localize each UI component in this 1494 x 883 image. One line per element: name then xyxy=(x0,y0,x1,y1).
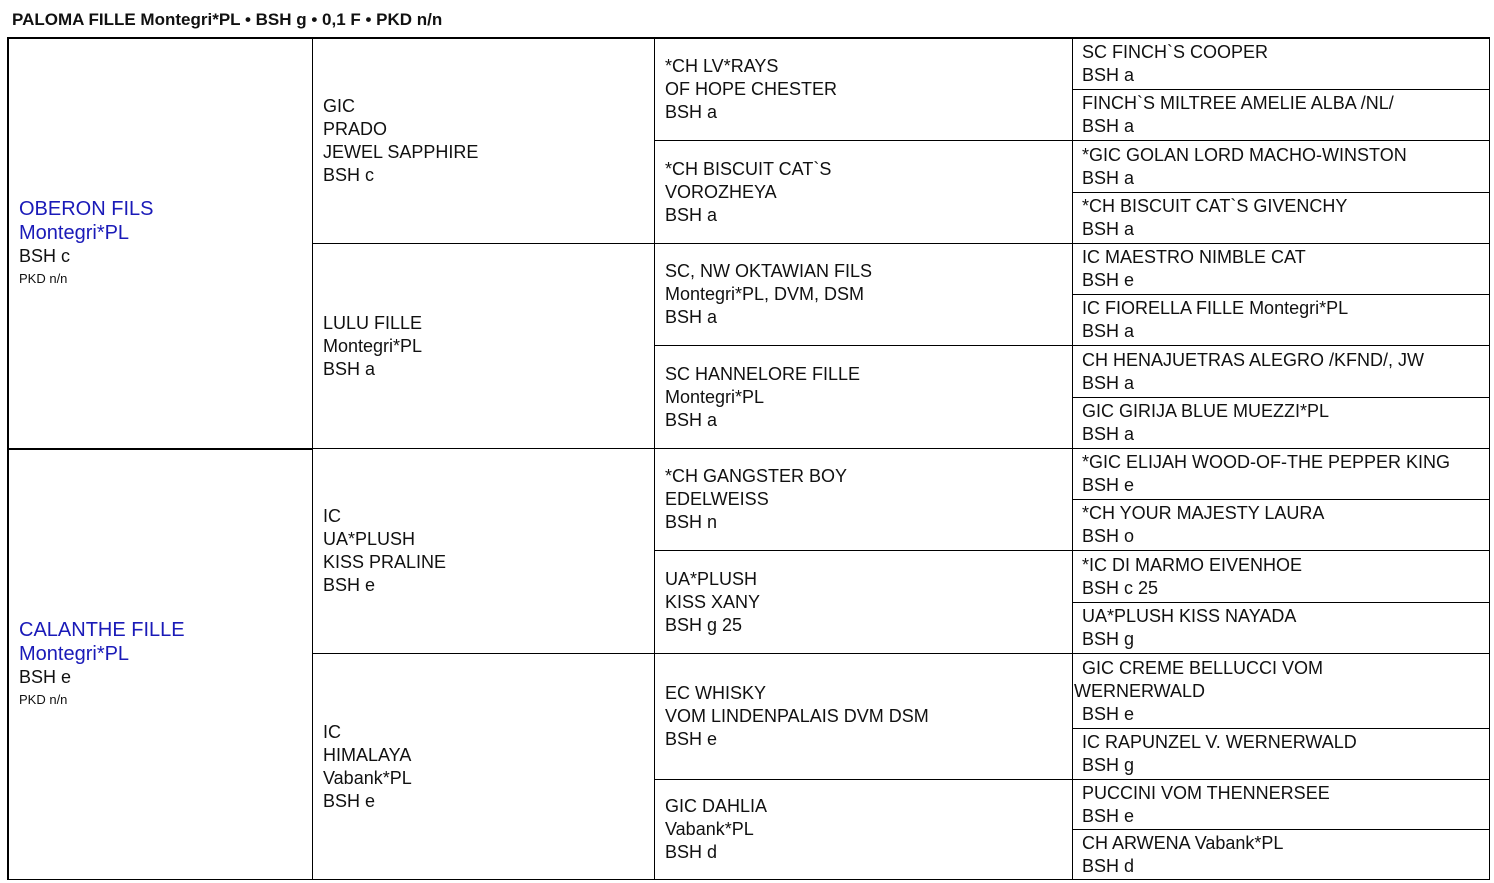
ancestor-line: BSH a xyxy=(1082,372,1135,393)
ancestor-line: GIC DAHLIA xyxy=(665,796,768,816)
ancestor-line: BSH a xyxy=(1082,116,1135,136)
ancestor-line: UA*PLUSH xyxy=(323,529,416,549)
ancestor-line: BSH a xyxy=(1082,219,1135,239)
gen3-cell xyxy=(654,38,1073,141)
ancestor-line: PRADO xyxy=(323,119,388,139)
ancestor-line: JEWEL SAPPHIRE xyxy=(323,142,479,162)
gen4-cell xyxy=(1072,728,1490,780)
ancestor-line: BSH d xyxy=(1082,855,1135,876)
ancestor-line: FINCH`S MILTREE AMELIE ALBA /NL/ xyxy=(1082,93,1394,113)
gen4-cell xyxy=(1072,829,1490,880)
gen4-cell xyxy=(1072,550,1490,603)
ancestor-line: KISS PRALINE xyxy=(323,552,447,572)
ancestor-line: EDELWEISS xyxy=(665,489,769,509)
ancestor-line: VOROZHEYA xyxy=(665,181,777,202)
ancestor-line: *CH YOUR MAJESTY LAURA xyxy=(1082,503,1325,523)
gen3-cell xyxy=(654,653,1073,780)
sire-name[interactable]: OBERON FILS xyxy=(19,198,154,220)
ancestor-line: SC HANNELORE FILLE xyxy=(665,363,861,384)
ancestor-line: IC xyxy=(323,506,341,526)
ancestor-line: BSH a xyxy=(665,204,718,225)
ancestor-line: BSH o xyxy=(1082,526,1135,546)
ancestor-line: Montegri*PL xyxy=(665,386,765,407)
dam-cell xyxy=(8,449,313,880)
gen4-cell xyxy=(1072,397,1490,449)
ancestor-line: BSH e xyxy=(1082,703,1135,724)
ancestor-line: *CH BISCUIT CAT`S GIVENCHY xyxy=(1082,196,1348,216)
ancestor-line: BSH c 25 xyxy=(1082,577,1159,598)
ancestor-line: SC, NW OKTAWIAN FILS xyxy=(665,261,873,281)
dam-name[interactable]: CALANTHE FILLE xyxy=(19,619,185,641)
pedigree-table xyxy=(7,37,1490,880)
ancestor-line: Vabank*PL xyxy=(323,767,412,788)
ancestor-line: BSH a xyxy=(1082,321,1135,341)
ancestor-line: IC RAPUNZEL V. WERNERWALD xyxy=(1082,732,1357,752)
gen4-cell xyxy=(1072,653,1490,729)
ancestor-line: BSH e xyxy=(323,790,376,811)
ancestor-line: Montegri*PL, DVM, DSM xyxy=(665,284,865,304)
ancestor-line: BSH a xyxy=(1082,167,1135,188)
ancestor-line: BSH e xyxy=(1082,475,1135,495)
ancestor-line: GIC CREME BELLUCCI VOM xyxy=(1082,657,1324,678)
gen3-cell xyxy=(654,550,1073,654)
gen2-cell xyxy=(312,653,655,880)
ancestor-line: *GIC GOLAN LORD MACHO-WINSTON xyxy=(1082,144,1407,165)
ancestor-line: UA*PLUSH KISS NAYADA xyxy=(1082,606,1297,626)
gen4-cell xyxy=(1072,294,1490,346)
ancestor-line: *IC DI MARMO EIVENHOE xyxy=(1082,554,1303,575)
ancestor-line: BSH g xyxy=(1082,755,1135,775)
ancestor-line: BSH g xyxy=(1082,629,1135,649)
gen4-cell xyxy=(1072,499,1490,551)
ancestor-line: GIC xyxy=(323,96,356,116)
ancestor-line: *CH GANGSTER BOY xyxy=(665,466,848,486)
gen4-cell xyxy=(1072,602,1490,654)
ancestor-line: GIC GIRIJA BLUE MUEZZI*PL xyxy=(1082,401,1330,421)
ancestor-line: SC FINCH`S COOPER xyxy=(1082,42,1269,62)
ancestor-line: BSH g 25 xyxy=(665,614,743,635)
ancestor-line: WERNERWALD xyxy=(1074,680,1206,701)
gen2-cell xyxy=(312,243,655,449)
gen4-cell xyxy=(1072,38,1490,90)
gen4-cell xyxy=(1072,448,1490,500)
ancestor-line: BSH a xyxy=(1082,65,1135,85)
ancestor-line: *CH LV*RAYS xyxy=(665,56,779,76)
sire-note: PKD n/n xyxy=(19,271,68,286)
ancestor-line: BSH e xyxy=(665,729,718,749)
ancestor-line: CH HENAJUETRAS ALEGRO /KFND/, JW xyxy=(1082,349,1425,370)
gen4-cell xyxy=(1072,192,1490,244)
ancestor-line: BSH c xyxy=(323,165,375,185)
page-title: PALOMA FILLE Montegri*PL • BSH g • 0,1 F • PKD n/n xyxy=(12,10,443,29)
ancestor-line: BSH e xyxy=(1082,270,1135,290)
ancestor-line: *CH BISCUIT CAT`S xyxy=(665,158,832,179)
gen4-cell xyxy=(1072,345,1490,398)
ancestor-line: IC MAESTRO NIMBLE CAT xyxy=(1082,247,1306,267)
ancestor-line: BSH a xyxy=(665,307,718,327)
gen3-cell xyxy=(654,140,1073,244)
gen4-cell xyxy=(1072,140,1490,193)
ancestor-line: EC WHISKY xyxy=(665,683,767,703)
ancestor-line: CH ARWENA Vabank*PL xyxy=(1082,832,1284,853)
sire-cattery[interactable]: Montegri*PL xyxy=(19,222,130,244)
ancestor-line: BSH d xyxy=(665,842,718,862)
gen3-cell xyxy=(654,243,1073,346)
ancestor-line: VOM LINDENPALAIS DVM DSM xyxy=(665,706,929,726)
gen3-cell xyxy=(654,345,1073,449)
ancestor-line: BSH a xyxy=(1082,424,1135,444)
ancestor-line: PUCCINI VOM THENNERSEE xyxy=(1082,782,1330,803)
ancestor-line: Montegri*PL xyxy=(323,335,423,356)
dam-cattery[interactable]: Montegri*PL xyxy=(19,643,130,665)
ancestor-line: *GIC ELIJAH WOOD-OF-THE PEPPER KING xyxy=(1082,452,1451,472)
ancestor-line: BSH e xyxy=(323,575,376,595)
dam-note: PKD n/n xyxy=(19,692,68,707)
dam-breed: BSH e xyxy=(19,667,72,687)
ancestor-line: OF HOPE CHESTER xyxy=(665,79,838,99)
gen4-cell xyxy=(1072,243,1490,295)
ancestor-line: IC FIORELLA FILLE Montegri*PL xyxy=(1082,298,1349,318)
gen3-cell xyxy=(654,448,1073,551)
ancestor-line: BSH a xyxy=(323,358,376,379)
ancestor-line: UA*PLUSH xyxy=(665,568,758,589)
gen4-cell xyxy=(1072,779,1490,830)
ancestor-line: IC xyxy=(323,721,341,742)
sire-breed: BSH c xyxy=(19,246,71,266)
ancestor-line: BSH a xyxy=(665,409,718,430)
gen4-cell xyxy=(1072,89,1490,141)
sire-cell xyxy=(8,38,313,449)
gen3-cell xyxy=(654,779,1073,880)
ancestor-line: BSH a xyxy=(665,102,718,122)
gen2-cell xyxy=(312,448,655,654)
ancestor-line: BSH n xyxy=(665,512,718,532)
ancestor-line: LULU FILLE xyxy=(323,312,423,333)
ancestor-line: Vabank*PL xyxy=(665,819,754,839)
ancestor-line: KISS XANY xyxy=(665,591,761,612)
ancestor-line: HIMALAYA xyxy=(323,744,412,765)
gen2-cell xyxy=(312,38,655,244)
ancestor-line: BSH e xyxy=(1082,805,1135,826)
